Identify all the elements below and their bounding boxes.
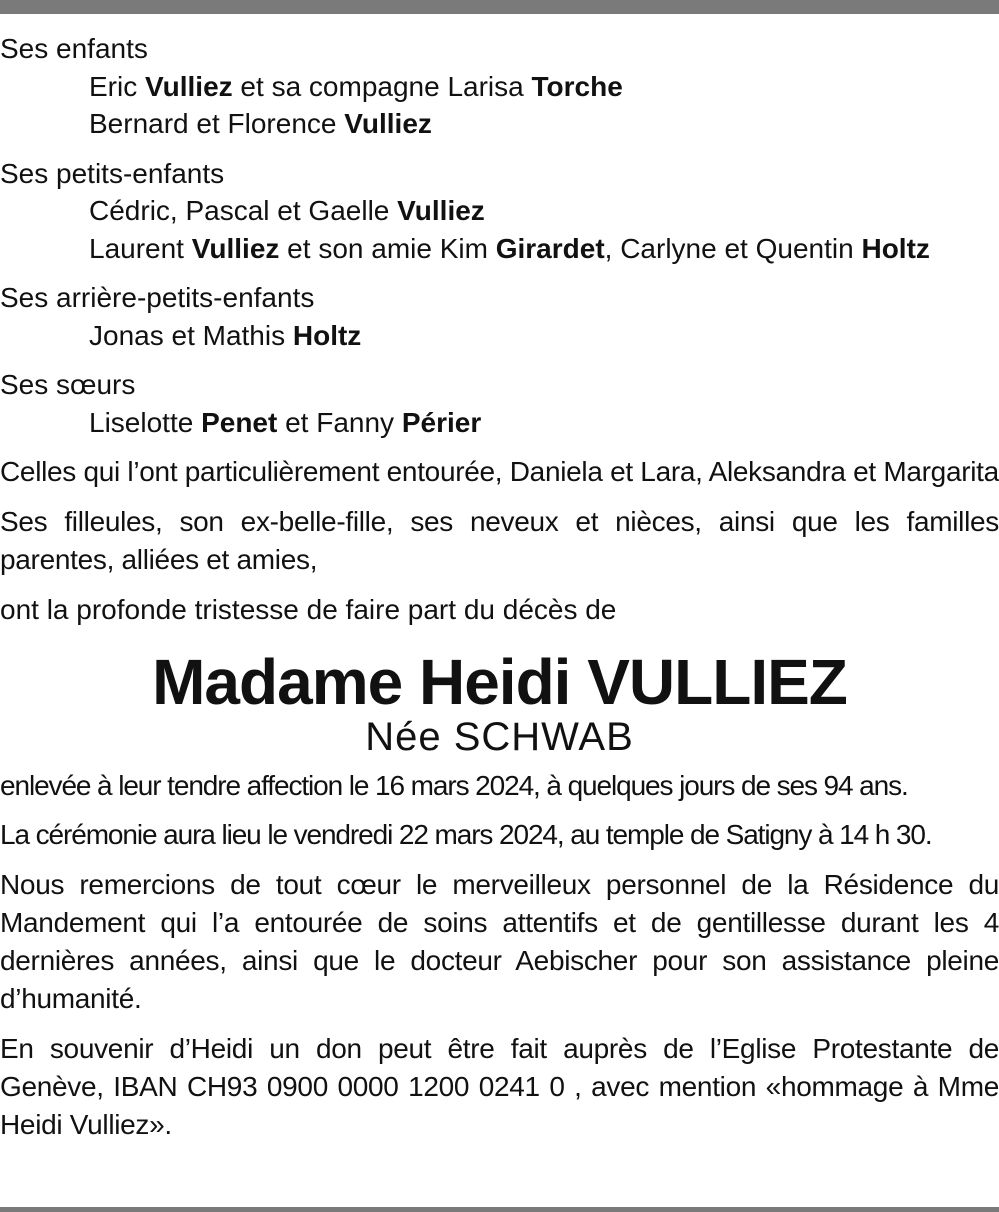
given-names: , Carlyne et Quentin	[604, 232, 862, 264]
surname: Vulliez	[344, 108, 432, 139]
section-heading-enfants: Ses enfants	[0, 33, 148, 64]
surname: Vulliez	[191, 232, 280, 264]
family-line	[0, 317, 999, 355]
surname: Holtz	[292, 319, 362, 351]
relation-text: et son amie Kim	[279, 232, 496, 264]
section-heading-arriere-petits-enfants: Ses arrière-petits-enfants	[0, 282, 315, 313]
family-line	[0, 105, 999, 143]
announcement-line: ont la profonde tristesse de faire part du décès de	[0, 594, 617, 625]
surname: Penet	[201, 406, 278, 438]
family-line	[0, 68, 999, 106]
section-heading-soeurs: Ses sœurs	[0, 369, 136, 400]
maiden-name: Née SCHWAB	[365, 714, 634, 759]
ceremony-line: La cérémonie aura lieu le vendredi 22 mars 2024, au temple de Satigny à 14 h 30.	[0, 819, 932, 850]
surname: Holtz	[861, 232, 930, 264]
relation-text: et Fanny	[277, 406, 402, 438]
given-names: Bernard et Florence	[89, 108, 345, 139]
bottom-rule	[0, 1207, 999, 1212]
surname: Vulliez	[397, 195, 485, 226]
given-names: Laurent	[89, 232, 192, 264]
donation-paragraph: En souvenir d’Heidi un don peut être fait auprès de l’Eglise Protestante de Genève, IBAN CH93 0900 0000 1200 0241 0 , avec mention «hommage à Mme Heidi Vulliez».	[0, 1032, 999, 1140]
thanks-paragraph: Nous remercions de tout cœur le merveilleux personnel de la Résidence du Mandement qui l’a entourée de soins attentifs et de gentillesse durant les 4 dernières années, ainsi que le docteur Aebischer pour son assistance pleine d’humanité.	[0, 868, 999, 1014]
surname: Torche	[531, 70, 623, 102]
family-line	[0, 192, 999, 230]
obituary-notice	[0, 30, 999, 1144]
surname: Vulliez	[145, 70, 233, 102]
surname: Girardet	[495, 232, 605, 264]
relation-text: et sa compagne Larisa	[232, 70, 532, 102]
paragraph-famille: Ses filleules, son ex-belle-fille, ses neveux et nièces, ainsi que les familles parentes, alliées et amies,	[0, 506, 999, 575]
given-names: Cédric, Pascal et Gaelle	[89, 195, 398, 226]
deceased-name: Madame Heidi VULLIEZ	[152, 645, 847, 718]
paragraph-entourage: Celles qui l’ont particulièrement entourée, Daniela et Lara, Aleksandra et Margarita	[0, 456, 999, 487]
family-line	[0, 404, 999, 442]
top-rule	[0, 0, 999, 14]
family-line	[0, 230, 999, 268]
given-names: Eric	[89, 70, 145, 102]
given-names: Liselotte	[89, 406, 202, 438]
given-names: Jonas et Mathis	[89, 319, 293, 351]
death-date-line: enlevée à leur tendre affection le 16 mars 2024, à quelques jours de ses 94 ans.	[0, 769, 908, 801]
section-heading-petits-enfants: Ses petits-enfants	[0, 157, 225, 189]
surname: Périer	[401, 406, 482, 438]
